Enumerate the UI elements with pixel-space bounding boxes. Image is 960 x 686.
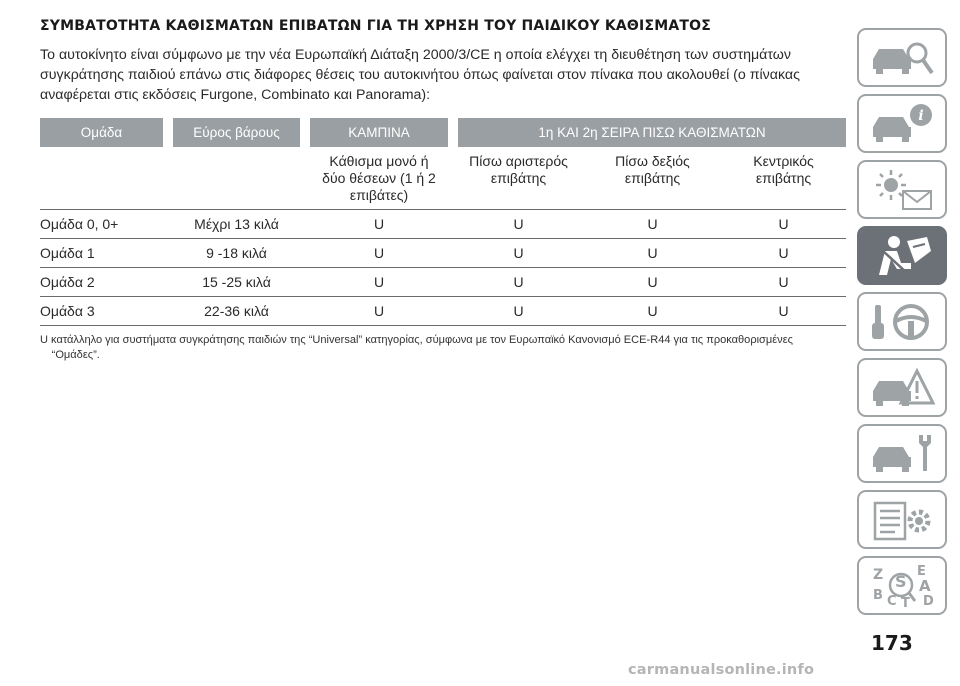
table-cell: U <box>584 296 721 325</box>
page-number: 173 <box>871 631 913 655</box>
table-cell: U <box>721 209 846 238</box>
footnote <box>40 333 806 363</box>
subheader-row <box>40 147 846 209</box>
table-cell: U <box>305 238 453 267</box>
header-rear-seats: 1η ΚΑΙ 2η ΣΕΙΡΑ ΠΙΣΩ ΚΑΘΙΣΜΑΤΩΝ <box>453 118 846 147</box>
table-cell: Ομάδα 1 <box>40 238 168 267</box>
sidebar-item-warning-lights[interactable] <box>857 160 947 219</box>
table-cell: U <box>305 267 453 296</box>
subheader-rear-left: Πίσω αριστερός επιβάτης <box>453 147 584 209</box>
index-letter: D <box>923 593 934 609</box>
car-breakdown-icon <box>867 365 937 411</box>
subheader-cabin-seat: Κάθισμα μονό ή δύο θέσεων (1 ή 2 επιβάτες) <box>305 147 453 209</box>
table-cell: U <box>453 209 584 238</box>
table-cell: 22-36 κιλά <box>168 296 305 325</box>
index-letter: S <box>895 571 907 591</box>
svg-text:i: i <box>918 107 924 124</box>
index-letter: E <box>917 563 926 579</box>
subheader-rear-right: Πίσω δεξιός επιβάτης <box>584 147 721 209</box>
header-cabin: ΚΑΜΠΙΝΑ <box>305 118 453 147</box>
index-letter: C <box>887 593 897 609</box>
table-cell: U <box>453 238 584 267</box>
table-cell: U <box>305 296 453 325</box>
header-weight-range: Εύρος βάρους <box>168 118 305 147</box>
footnote-line: U κατάλληλο για συστήματα συγκράτησης παιδιών της “Universal” κατηγορίας, σύμφωνα με τον Ευρωπαϊκό Κανονισμό ECE-R44 για τις προκαθορισμένες <box>40 334 793 346</box>
header-group: Ομάδα <box>40 118 168 147</box>
table-cell <box>168 147 305 209</box>
table-cell: 15 -25 κιλά <box>168 267 305 296</box>
table-cell: U <box>584 267 721 296</box>
sidebar-item-maintenance[interactable] <box>857 424 947 483</box>
table-cell: U <box>721 238 846 267</box>
table-row <box>40 238 846 267</box>
intro-paragraph <box>40 45 840 105</box>
table-row <box>40 267 846 296</box>
key-steering-wheel-icon <box>867 299 937 345</box>
table-cell: Μέχρι 13 κιλά <box>168 209 305 238</box>
warning-light-envelope-icon <box>867 167 937 213</box>
table-cell: Ομάδα 3 <box>40 296 168 325</box>
car-magnifier-icon <box>867 35 937 81</box>
intro-line: Το αυτοκίνητο είναι σύμφωνο με την νέα Ευρωπαϊκή Διάταξη 2000/3/CE η οποία ελέγχει τη διευθέτηση των συστημάτων <box>40 47 791 63</box>
seatbelt-airbag-icon <box>867 233 937 279</box>
sidebar-item-instruments[interactable] <box>857 94 947 153</box>
table-cell: U <box>721 296 846 325</box>
intro-line: αναφέρεται στις εκδόσεις Furgone, Combinato και Panorama): <box>40 87 431 103</box>
table-cell: U <box>584 238 721 267</box>
sidebar-item-safety[interactable] <box>857 226 947 285</box>
table-row <box>40 296 846 325</box>
specs-gear-icon <box>867 497 937 543</box>
table-row <box>40 209 846 238</box>
table-cell: U <box>453 296 584 325</box>
table-cell: U <box>305 209 453 238</box>
table-cell: U <box>721 267 846 296</box>
watermark: carmanualsonline.info <box>628 662 815 678</box>
table-cell: Ομάδα 2 <box>40 267 168 296</box>
section-heading: ΣΥΜΒΑΤΟΤΗΤΑ ΚΑΘΙΣΜΑΤΩΝ ΕΠΙΒΑΤΩΝ ΓΙΑ ΤΗ ΧΡΗΣΗ ΤΟΥ ΠΑΙΔΙΚΟΥ ΚΑΘΙΣΜΑΤΟΣ <box>40 18 711 34</box>
footnote-line: “Ομάδες”. <box>51 349 100 361</box>
compatibility-table <box>40 118 846 326</box>
sidebar-item-starting-driving[interactable] <box>857 292 947 351</box>
car-info-icon <box>867 101 937 147</box>
sidebar-item-getting-to-know[interactable] <box>857 28 947 87</box>
index-letter: Z <box>873 566 884 583</box>
intro-line: συγκράτησης παιδιού επάνω στις διάφορες θέσεις του αυτοκινήτου όπως φαίνεται στον πίνακα που ακολουθεί (ο πίνακας <box>40 67 800 83</box>
sidebar-item-technical-data[interactable] <box>857 490 947 549</box>
table-cell <box>40 147 168 209</box>
table-cell: U <box>453 267 584 296</box>
index-letter: A <box>919 576 931 595</box>
sidebar-item-index[interactable] <box>857 556 947 615</box>
index-letter: T <box>901 595 910 609</box>
table-cell: Ομάδα 0, 0+ <box>40 209 168 238</box>
subheader-rear-center: Κεντρικός επιβάτης <box>721 147 846 209</box>
table-cell: 9 -18 κιλά <box>168 238 305 267</box>
car-wrench-icon <box>867 431 937 477</box>
alphabetical-index-icon <box>867 563 937 609</box>
index-letter: B <box>873 587 883 603</box>
sidebar-item-emergency[interactable] <box>857 358 947 417</box>
table-cell: U <box>584 209 721 238</box>
